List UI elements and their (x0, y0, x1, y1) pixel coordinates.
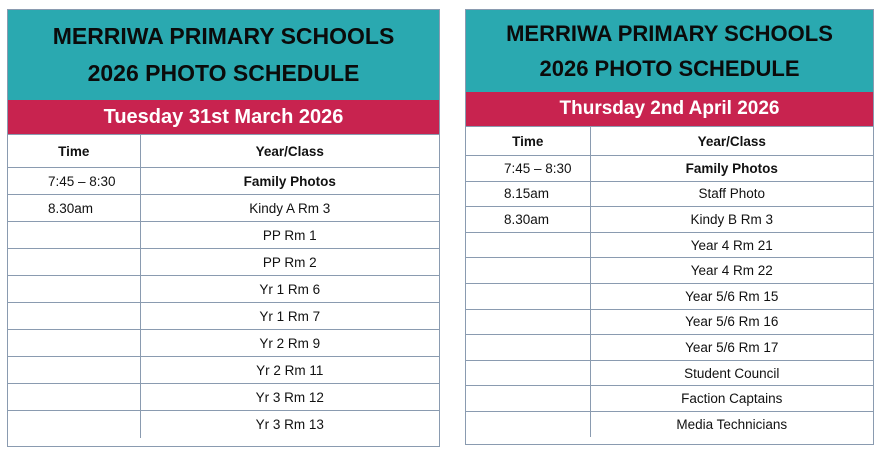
schedule-subtitle: 2026 PHOTO SCHEDULE (87, 60, 360, 86)
schedule-subtitle: 2026 PHOTO SCHEDULE (539, 56, 800, 81)
table-row (466, 207, 873, 233)
table-row (466, 232, 873, 258)
class-cell: Year 5/6 Rm 15 (590, 283, 873, 309)
schedule-day: Tuesday 31st March 2026 (8, 100, 439, 134)
time-cell (8, 276, 140, 303)
class-cell: Yr 3 Rm 13 (140, 411, 439, 438)
time-cell: 7:45 – 8:30 (8, 168, 140, 195)
table-row (466, 309, 873, 335)
time-header: Time (8, 135, 140, 168)
class-cell: Yr 1 Rm 7 (140, 303, 439, 330)
table-row (466, 335, 873, 361)
class-cell: Family Photos (590, 156, 873, 182)
table-row (466, 258, 873, 284)
table-row (466, 360, 873, 386)
table-row (8, 168, 439, 195)
class-cell: Kindy A Rm 3 (140, 195, 439, 222)
schedule-title (8, 10, 439, 100)
table-row (8, 303, 439, 330)
time-cell (8, 249, 140, 276)
time-cell (466, 232, 590, 258)
time-cell (8, 222, 140, 249)
time-cell (8, 411, 140, 438)
class-cell: Year 4 Rm 22 (590, 258, 873, 284)
table-row (466, 181, 873, 207)
schedule-table (466, 126, 873, 437)
table-row (8, 330, 439, 357)
school-name: MERRIWA PRIMARY SCHOOLS (52, 23, 395, 49)
time-cell (8, 303, 140, 330)
time-cell (466, 309, 590, 335)
table-row (466, 386, 873, 412)
class-header: Year/Class (140, 135, 439, 168)
table-row (8, 384, 439, 411)
class-cell: Kindy B Rm 3 (590, 207, 873, 233)
time-cell (8, 384, 140, 411)
class-cell: Year 5/6 Rm 16 (590, 309, 873, 335)
class-cell: Yr 2 Rm 11 (140, 357, 439, 384)
class-cell: Yr 1 Rm 6 (140, 276, 439, 303)
time-cell: 8.15am (466, 181, 590, 207)
schedule-table (8, 134, 439, 438)
class-cell: Media Technicians (590, 411, 873, 437)
table-row (8, 411, 439, 438)
class-header: Year/Class (590, 127, 873, 156)
time-cell (8, 357, 140, 384)
time-cell (8, 330, 140, 357)
class-cell: Year 4 Rm 21 (590, 232, 873, 258)
time-cell (466, 360, 590, 386)
table-row (8, 222, 439, 249)
class-cell: Faction Captains (590, 386, 873, 412)
schedule-tuesday (7, 9, 440, 447)
school-name: MERRIWA PRIMARY SCHOOLS (506, 21, 833, 46)
class-cell: PP Rm 2 (140, 249, 439, 276)
class-cell: Year 5/6 Rm 17 (590, 335, 873, 361)
schedule-thursday (465, 9, 874, 445)
class-cell: Staff Photo (590, 181, 873, 207)
table-header-row (466, 127, 873, 156)
table-row (8, 357, 439, 384)
class-cell: Student Council (590, 360, 873, 386)
time-cell (466, 283, 590, 309)
table-row (8, 195, 439, 222)
table-row (466, 411, 873, 437)
table-row (466, 283, 873, 309)
time-cell (466, 386, 590, 412)
schedule-day: Thursday 2nd April 2026 (466, 92, 873, 126)
class-cell: Yr 3 Rm 12 (140, 384, 439, 411)
time-cell: 8.30am (466, 207, 590, 233)
time-header: Time (466, 127, 590, 156)
time-cell: 7:45 – 8:30 (466, 156, 590, 182)
class-cell: Family Photos (140, 168, 439, 195)
class-cell: Yr 2 Rm 9 (140, 330, 439, 357)
time-cell (466, 258, 590, 284)
table-header-row (8, 135, 439, 168)
time-cell (466, 411, 590, 437)
table-row (466, 156, 873, 182)
time-cell: 8.30am (8, 195, 140, 222)
schedule-title (466, 10, 873, 92)
time-cell (466, 335, 590, 361)
class-cell: PP Rm 1 (140, 222, 439, 249)
table-row (8, 276, 439, 303)
table-row (8, 249, 439, 276)
